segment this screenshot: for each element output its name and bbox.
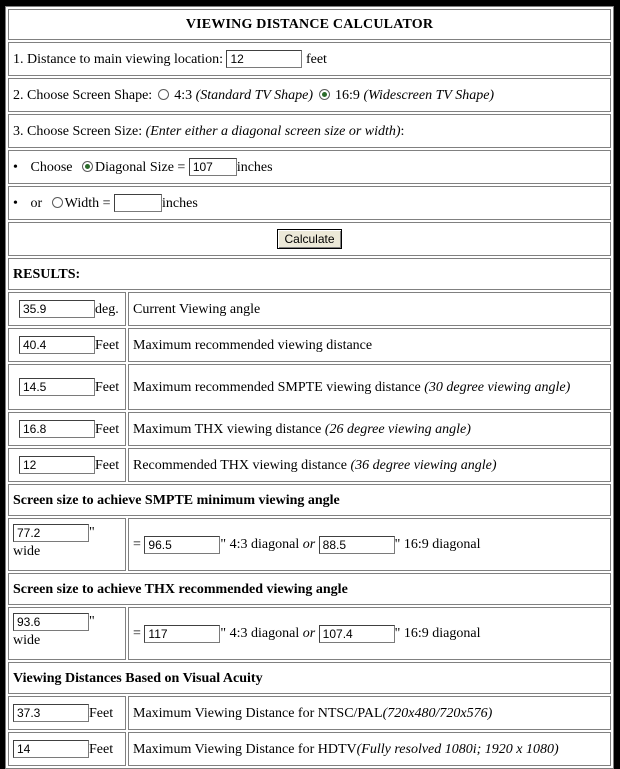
smpte-size-row (8, 518, 611, 571)
result-unit: Feet (95, 379, 120, 395)
acuity-row-hdtv (8, 732, 611, 766)
shape-row (8, 78, 611, 112)
calculator (5, 6, 614, 769)
equals-sign: = (133, 626, 141, 641)
result-desc: Maximum THX viewing distance (26 degree viewing angle) (128, 412, 611, 446)
smpte-header: Screen size to achieve SMPTE minimum viewing angle (8, 484, 611, 516)
result-desc: Recommended THX viewing distance (36 degree viewing angle) (128, 448, 611, 482)
thx-diag43-field[interactable] (144, 625, 220, 643)
acuity-ntsc-field[interactable] (13, 704, 89, 722)
results-header: RESULTS: (8, 258, 611, 290)
result-row-smpte-distance (8, 364, 611, 410)
calculator-table (5, 6, 614, 769)
distance-input[interactable] (226, 50, 302, 68)
thx-header: Screen size to achieve THX recommended viewing angle (8, 573, 611, 605)
size-label: 3. Choose Screen Size: (13, 123, 143, 139)
diagonal-radio[interactable] (82, 161, 93, 172)
result-row-max-distance (8, 328, 611, 362)
or-label: or (302, 626, 316, 641)
result-unit: Feet (89, 741, 114, 757)
calculate-row (8, 222, 611, 256)
result-max-distance-field[interactable] (19, 336, 95, 354)
diagonal-input[interactable] (189, 158, 237, 176)
or-label: or (302, 537, 316, 552)
distance-label: 1. Distance to main viewing location: (13, 51, 223, 67)
distance-row (8, 42, 611, 76)
calculate-button[interactable]: Calculate (277, 229, 341, 249)
width-radio[interactable] (52, 197, 63, 208)
diagonal-row (8, 150, 611, 184)
acuity-hdtv-field[interactable] (13, 740, 89, 758)
size-hint: (Enter either a diagonal screen size or width) (145, 123, 401, 139)
result-desc: Maximum recommended SMPTE viewing distance (30 degree viewing angle) (128, 364, 611, 410)
equals-sign: = (133, 537, 141, 552)
shape-169-label: 16:9 (335, 87, 360, 103)
result-row-thx-max-distance (8, 412, 611, 446)
shape-43-desc: (Standard TV Shape) (195, 87, 314, 103)
inch-mark: " (89, 614, 95, 629)
diagonal-label: Diagonal Size = (95, 159, 186, 175)
result-row-thx-recommended (8, 448, 611, 482)
diag169-label: " 16:9 diagonal (394, 537, 481, 552)
wide-label: wide (13, 544, 41, 559)
result-angle-field[interactable] (19, 300, 95, 318)
diagonal-unit: inches (236, 159, 273, 175)
result-thx-recommended-field[interactable] (19, 456, 95, 474)
inch-mark: " (89, 525, 95, 540)
width-input[interactable] (114, 194, 162, 212)
result-desc: Maximum recommended viewing distance (128, 328, 611, 362)
shape-43-radio[interactable] (158, 89, 169, 100)
result-thx-max-distance-field[interactable] (19, 420, 95, 438)
width-unit: inches (162, 195, 198, 211)
smpte-width-field[interactable] (13, 524, 89, 542)
result-smpte-distance-field[interactable] (19, 378, 95, 396)
result-desc: Current Viewing angle (128, 292, 611, 326)
thx-size-row (8, 607, 611, 660)
bullet-icon: • (13, 159, 18, 175)
shape-169-desc: (Widescreen TV Shape) (363, 87, 495, 103)
choose-label: Choose (30, 159, 73, 175)
size-row: 3. Choose Screen Size: (Enter either a diagonal screen size or width): (8, 114, 611, 148)
smpte-diag169-field[interactable] (319, 536, 395, 554)
acuity-desc: Maximum Viewing Distance for HDTV(Fully resolved 1080i; 1920 x 1080) (128, 732, 611, 766)
thx-diag169-field[interactable] (319, 625, 395, 643)
smpte-diag43-field[interactable] (144, 536, 220, 554)
diag169-label: " 16:9 diagonal (394, 626, 481, 641)
acuity-header: Viewing Distances Based on Visual Acuity (8, 662, 611, 694)
result-unit: Feet (89, 705, 114, 721)
result-unit: deg. (95, 301, 119, 317)
thx-width-field[interactable] (13, 613, 89, 631)
shape-43-label: 4:3 (174, 87, 193, 103)
result-unit: Feet (95, 337, 120, 353)
width-row (8, 186, 611, 220)
acuity-row-ntsc (8, 696, 611, 730)
result-row-angle (8, 292, 611, 326)
shape-169-radio[interactable] (319, 89, 330, 100)
wide-label: wide (13, 633, 41, 648)
acuity-desc: Maximum Viewing Distance for NTSC/PAL(720x480/720x576) (128, 696, 611, 730)
bullet-icon: • (13, 195, 18, 211)
result-unit: Feet (95, 421, 120, 437)
diag43-label: " 4:3 diagonal (220, 537, 300, 552)
or-label: or (30, 195, 43, 211)
page-title: VIEWING DISTANCE CALCULATOR (8, 9, 611, 40)
diag43-label: " 4:3 diagonal (220, 626, 300, 641)
shape-label: 2. Choose Screen Shape: (13, 87, 153, 103)
width-label: Width = (64, 195, 111, 211)
result-unit: Feet (95, 457, 120, 473)
distance-unit: feet (305, 51, 327, 67)
